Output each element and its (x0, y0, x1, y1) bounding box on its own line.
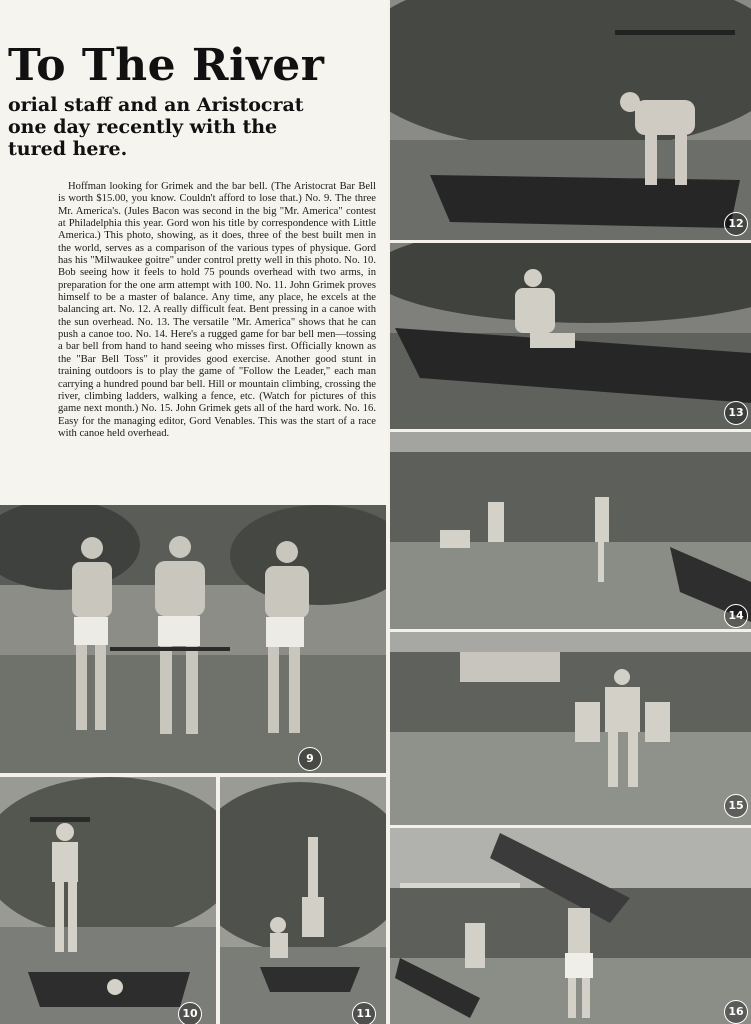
photo-11-image (220, 777, 386, 1024)
article-body: Hoffman looking for Grimek and the bar bell. (The Aristocrat Bar Bell is worth $15.00, you know. Couldn't afford to lose that.) No. 9. The three Mr. America's. (Jules Bacon was second in the big "Mr. America" contest at Philadelphia this year. Gord won his title by correspondence with Little America.) This photo, showing, as it does, three of the best built men in the world, serves as a comparison of the various types of physique. Gord has his "Milwaukee goitre" under control pretty well in this photo. No. 10. Bob seeing how it feels to hold 75 pounds overhead with two arms, in preparation for the one arm attempt with 100. No. 11. John Grimek proves himself to be a master of balance. Any time, any place, he excels at the balancing art. No. 12. A really difficult feat. Bent pressing in a canoe with the sun overhead. No. 13. The versatile "Mr. America" shows that he can push a canoe too. No. 14. Here's a rugged game for bar bell men—tossing a bar bell from hand to hand seeing who misses first. Officially known as the "Bar Bell Toss" it provides good exercise. Another good stunt in training outdoors is to play the game of "Follow the Leader," each man carrying a hundred pound bar bell. Hill or mountain climbing, crossing the river, climbing ladders, walking a fence, etc. (Watch for pictures of this game next month.) No. 15. John Grimek gets all of the hard work. No. 16. Easy for the managing editor, Gord Venables. This was the start of a race with canoe held overhead. (58, 181, 376, 439)
article-text-block (0, 0, 388, 505)
photo-12-image (390, 0, 751, 240)
photo-14 (390, 432, 751, 629)
subtitle-line: one day recently with the (8, 116, 278, 138)
photo-13 (390, 243, 751, 429)
photo-number-badge: 15 (724, 794, 748, 818)
photo-14-image (390, 432, 751, 629)
photo-13-image (390, 243, 751, 429)
photo-number-badge: 10 (178, 1002, 202, 1024)
photo-10 (0, 777, 216, 1024)
photo-16-image (390, 828, 751, 1024)
photo-number-badge: 11 (352, 1002, 376, 1024)
photo-11 (220, 777, 386, 1024)
photo-9-image (0, 505, 386, 773)
subtitle-line: tured here. (8, 138, 128, 160)
photo-number-badge: 12 (724, 212, 748, 236)
photo-16 (390, 828, 751, 1024)
photo-12 (390, 0, 751, 240)
photo-10-image (0, 777, 216, 1024)
photo-9 (0, 505, 386, 773)
article-title: To The River (8, 40, 325, 91)
photo-15 (390, 632, 751, 825)
photo-number-badge: 13 (724, 401, 748, 425)
subtitle-line: orial staff and an Aristocrat (8, 94, 304, 116)
photo-number-badge: 16 (724, 1000, 748, 1024)
photo-number-badge: 14 (724, 604, 748, 628)
photo-number-badge: 9 (298, 747, 322, 771)
article-subtitle (8, 94, 378, 160)
photo-15-image (390, 632, 751, 825)
